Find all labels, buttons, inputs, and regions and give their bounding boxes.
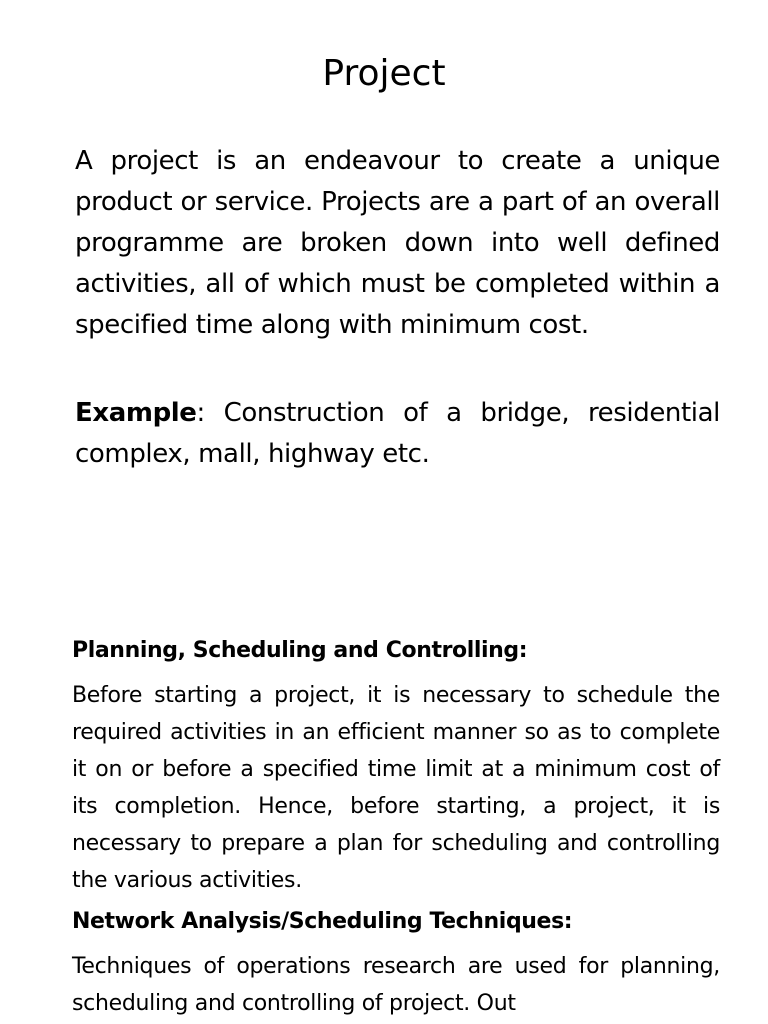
example-text: : Construction of a bridge, residential complex, mall, highway etc. bbox=[75, 398, 720, 469]
section-heading-planning: Planning, Scheduling and Controlling: bbox=[72, 638, 528, 663]
example-paragraph bbox=[75, 393, 720, 475]
example-label: Example bbox=[75, 398, 197, 428]
intro-paragraph: A project is an endeavour to create a unique product or service. Projects are a part of an overall programme are broken down into well defined activities, all of which must be completed within a specified time along with minimum cost. bbox=[75, 146, 720, 340]
section-text-planning: Before starting a project, it is necessary to schedule the required activities in an efficient manner so as to complete it on or before a specified time limit at a minimum cost of its completion. Hence, before starting, a project, it is necessary to prepare a plan for scheduling and controlling the various activities. bbox=[72, 683, 720, 893]
section-heading-network-analysis: Network Analysis/Scheduling Techniques: bbox=[72, 909, 573, 934]
section-text-network-analysis: Techniques of operations research are used for planning, scheduling and controlling of project. Out bbox=[72, 954, 720, 1016]
page-title: Project bbox=[322, 53, 446, 94]
